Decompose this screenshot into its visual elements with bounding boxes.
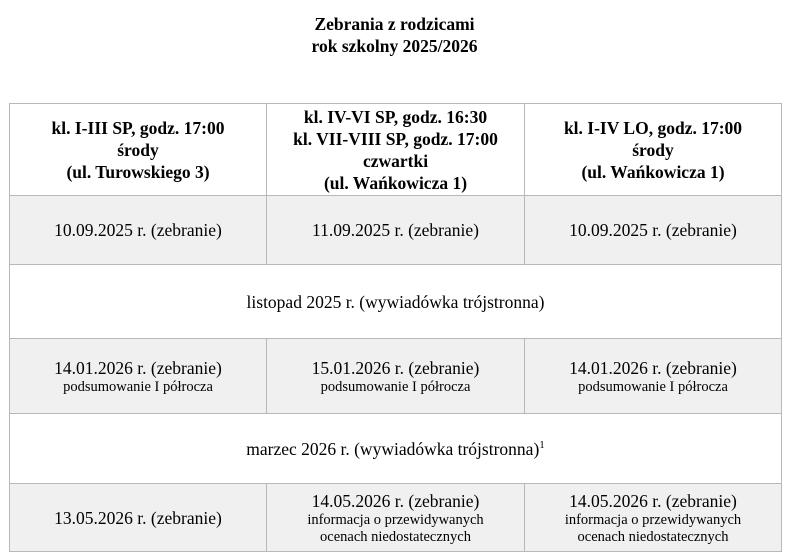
header-line: kl. I-III SP, godz. 17:00	[51, 117, 225, 138]
table-cell: 13.05.2026 r. (zebranie)	[10, 484, 267, 552]
merged-text: marzec 2026 r. (wywiadówka trójstronna)	[246, 438, 540, 459]
header-line: (ul. Turowskiego 3)	[66, 161, 210, 182]
meeting-date: 14.01.2026 r. (zebranie)	[54, 357, 222, 378]
header-line: (ul. Wańkowicza 1)	[323, 172, 468, 193]
header-line: środy	[632, 139, 674, 160]
table-cell	[267, 339, 525, 414]
table-row	[10, 484, 782, 552]
merged-cell: listopad 2025 r. (wywiadówka trójstronna)	[10, 265, 782, 339]
meeting-note: podsumowanie I półrocza	[320, 378, 471, 395]
meeting-note: ocenach niedostatecznych	[577, 528, 729, 545]
header-line: kl. IV-VI SP, godz. 16:30	[303, 106, 488, 127]
column-header-lo	[525, 104, 782, 196]
meeting-note: podsumowanie I półrocza	[578, 378, 728, 395]
title-line-1: Zebrania z rodzicami	[314, 14, 475, 34]
meeting-date: 14.05.2026 r. (zebranie)	[311, 490, 480, 511]
table-cell: 11.09.2025 r. (zebranie)	[267, 196, 525, 265]
header-line: czwartki	[362, 150, 429, 171]
table-cell	[525, 339, 782, 414]
table-row	[10, 339, 782, 414]
meeting-date: 14.05.2026 r. (zebranie)	[569, 490, 737, 511]
footnote-marker: 1	[539, 438, 545, 451]
header-line: kl. I-IV LO, godz. 17:00	[563, 117, 743, 138]
table-cell: 10.09.2025 r. (zebranie)	[525, 196, 782, 265]
table-row	[10, 265, 782, 339]
column-header-1-3-sp	[10, 104, 267, 196]
header-line: (ul. Wańkowicza 1)	[581, 161, 725, 182]
header-row	[10, 104, 782, 196]
meeting-note: informacja o przewidywanych	[307, 511, 484, 528]
meeting-date: 14.01.2026 r. (zebranie)	[569, 357, 737, 378]
meeting-note: podsumowanie I półrocza	[63, 378, 213, 395]
document-title	[0, 13, 789, 57]
table-cell: 10.09.2025 r. (zebranie)	[10, 196, 267, 265]
table-cell	[525, 484, 782, 552]
schedule-table	[9, 103, 782, 552]
table-cell	[267, 484, 525, 552]
merged-cell	[10, 414, 782, 484]
table-row	[10, 414, 782, 484]
table-cell	[10, 339, 267, 414]
meeting-note: ocenach niedostatecznych	[320, 528, 471, 545]
header-line: kl. VII-VIII SP, godz. 17:00	[293, 128, 498, 149]
meeting-date: 15.01.2026 r. (zebranie)	[311, 357, 480, 378]
table-row	[10, 196, 782, 265]
title-line-2: rok szkolny 2025/2026	[311, 36, 478, 56]
meeting-note: informacja o przewidywanych	[564, 511, 742, 528]
header-line: środy	[117, 139, 159, 160]
column-header-4-8-sp	[267, 104, 525, 196]
